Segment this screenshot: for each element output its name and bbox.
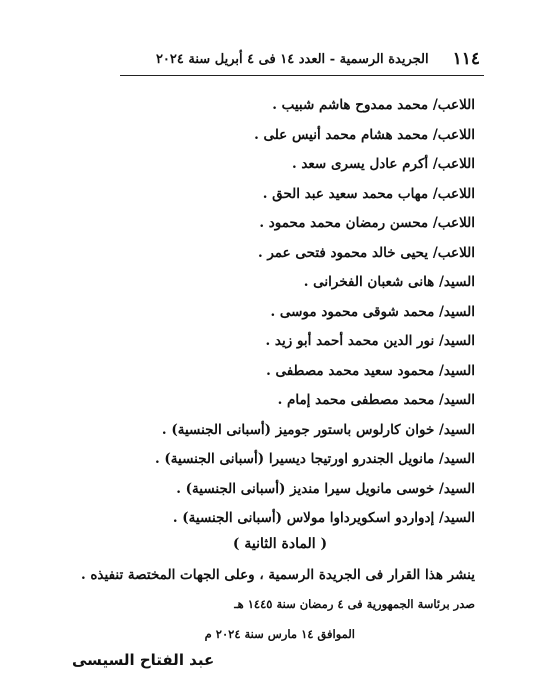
list-item: السيد/ إدواردو اسكويرداوا مولاس (أسبانى الجنسية) . [172, 510, 475, 526]
list-item: اللاعب/ مهاب محمد سعيد عبد الحق . [262, 185, 475, 202]
page-number: ١١٤ [452, 49, 480, 69]
signature: عبد الفتاح السيسى [72, 651, 215, 669]
list-item: السيد/ محمد مصطفى محمد إمام . [277, 392, 475, 408]
corresponding-date-line: الموافق ١٤ مارس سنة ٢٠٢٤ م [204, 627, 355, 641]
list-item: السيد/ نور الدين محمد أحمد أبو زيد . [265, 333, 475, 349]
list-item: السيد/ خوان كارلوس باستور جوميز (أسبانى الجنسية) . [161, 421, 475, 438]
publication-clause: ينشر هذا القرار فى الجريدة الرسمية ، وعلى الجهات المختصة تنفيذه . [80, 567, 475, 583]
article-heading: ( المادة الثانية ) [232, 536, 328, 552]
list-item: السيد/ محمود سعيد محمد مصطفى . [266, 362, 475, 379]
list-item: السيد/ محمد شوقى محمود موسى . [270, 303, 475, 320]
list-item: السيد/ مانويل الجندرو اورتيجا ديسيرا (أسبانى الجنسية) . [154, 451, 475, 467]
header-divider [120, 75, 484, 76]
list-item: اللاعب/ يحيى خالد محمود فتحى عمر . [257, 244, 475, 261]
issued-date-line: صدر برئاسة الجمهورية فى ٤ رمضان سنة ١٤٤٥ هـ [234, 597, 475, 611]
list-item: اللاعب/ أكرم عادل يسرى سعد . [291, 156, 475, 172]
page-header [150, 44, 480, 74]
gazette-header-title: الجريدة الرسمية - العدد ١٤ فى ٤ أبريل سنة ٢٠٢٤ [155, 51, 429, 67]
list-item: اللاعب/ محمد ممدوح هاشم شبيب . [272, 97, 475, 113]
list-item: السيد/ هانى شعبان الفخرانى . [303, 274, 475, 290]
list-item: اللاعب/ محسن رمضان محمد محمود . [259, 215, 475, 231]
list-item: اللاعب/ محمد هشام محمد أنيس على . [254, 126, 475, 143]
names-list [55, 91, 475, 534]
list-item: السيد/ خوسى مانويل سيرا منديز (أسبانى الجنسية) . [176, 480, 475, 497]
